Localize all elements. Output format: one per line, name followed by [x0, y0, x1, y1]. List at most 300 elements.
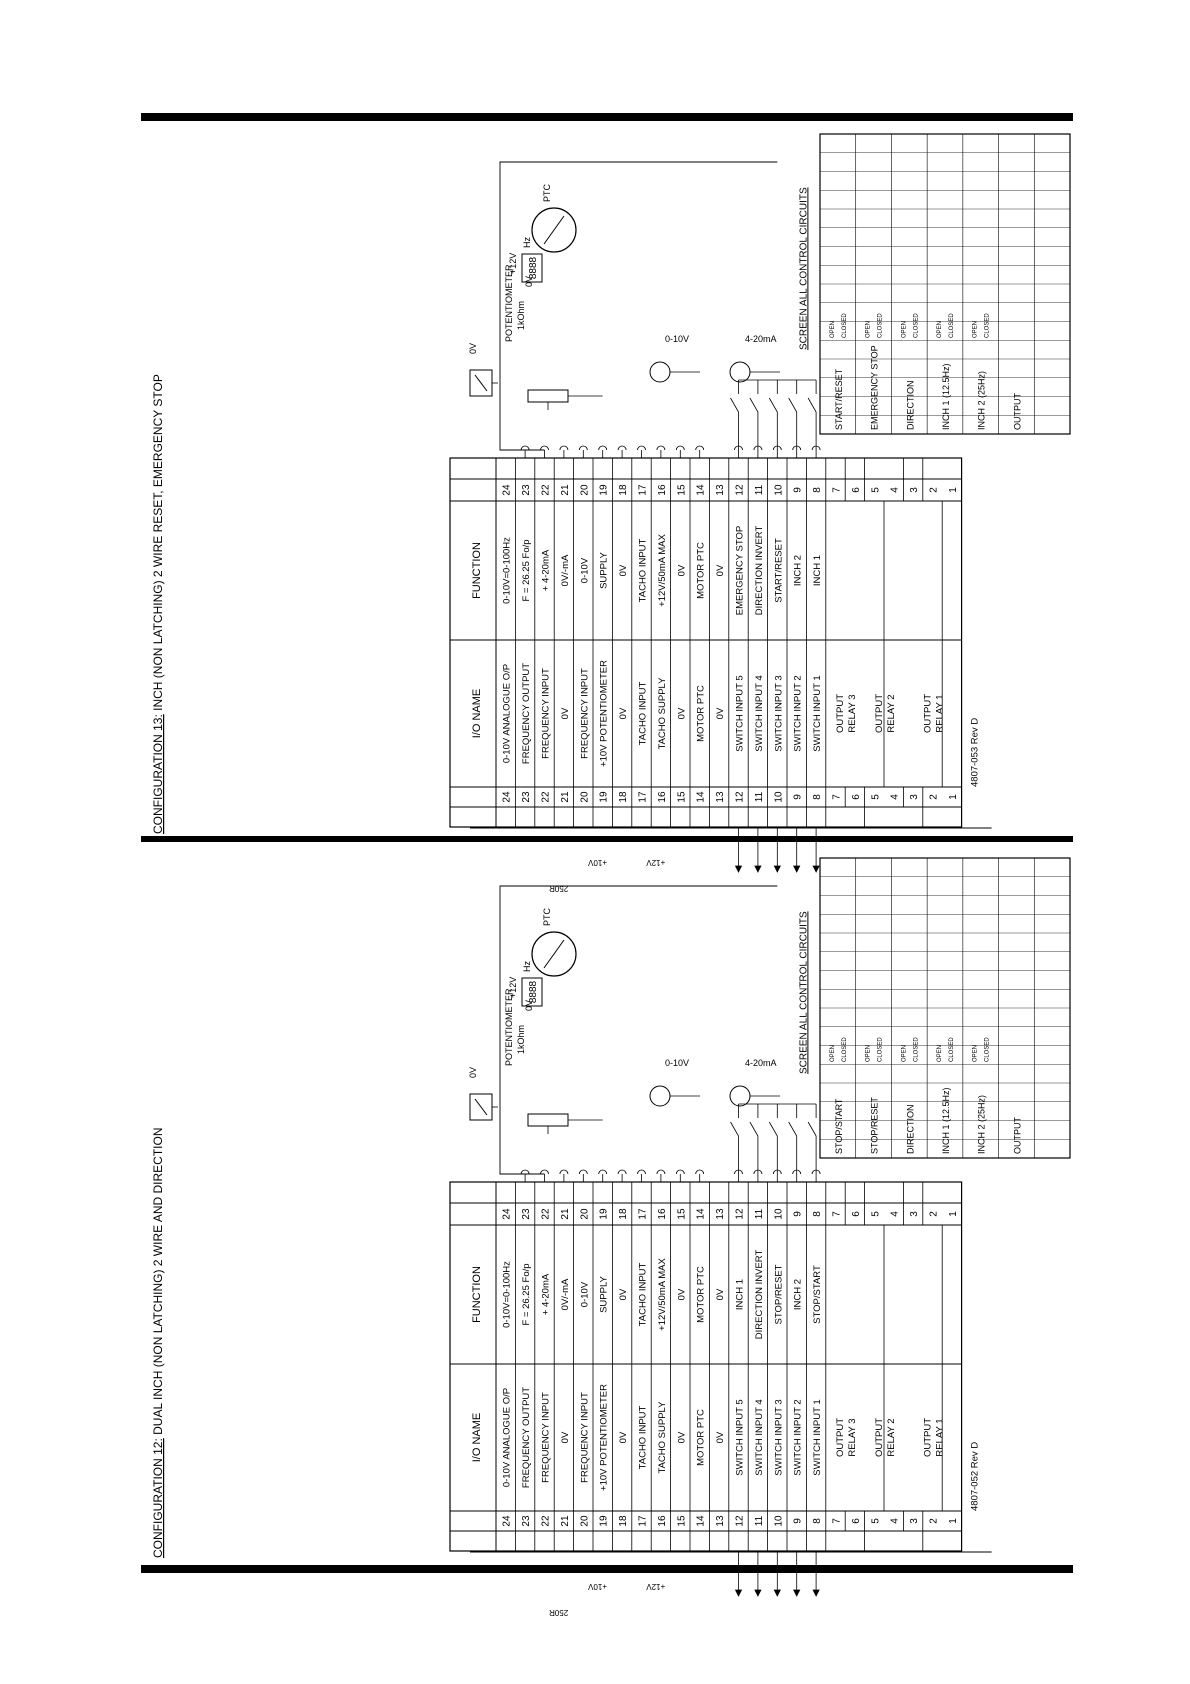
io-name-cell: FREQUENCY INPUT	[540, 1392, 552, 1483]
function-cell: 0V/-mA	[559, 1278, 571, 1311]
source-symbol	[650, 1086, 670, 1106]
terminal-number-left: 5	[870, 1518, 882, 1524]
function-cell: 0V	[618, 1288, 630, 1301]
config-title-rest: INCH (NON LATCHING) 2 WIRE RESET, EMERGENCY STOP	[151, 374, 165, 715]
terminal-number-right: 21	[559, 1208, 571, 1220]
terminal-number-left: 16	[656, 1515, 668, 1527]
terminal-number-left: 17	[637, 791, 649, 803]
terminal-number-right: 22	[540, 1208, 552, 1220]
relay-label-line1: OUTPUT	[835, 693, 847, 734]
ptc-diagonal	[544, 216, 564, 244]
terminal-number-right: 18	[618, 484, 630, 496]
terminal-number-right: 4	[889, 487, 901, 493]
function-cell: + 4-20mA	[540, 549, 552, 592]
terminal-number-left: 22	[540, 791, 552, 803]
plus-12v-label: +12V	[646, 1582, 666, 1591]
screen-note: SCREEN ALL CONTROL CIRCUITS	[798, 911, 810, 1074]
meter-needle	[475, 1099, 487, 1115]
source-range-label: 4-20mA	[745, 1058, 777, 1068]
terminal-number-left: 8	[812, 794, 824, 800]
io-name-cell: FREQUENCY OUTPUT	[521, 662, 533, 765]
terminal-number-left: 23	[521, 791, 533, 803]
function-cell: TACHO INPUT	[637, 538, 649, 603]
terminal-number-right: 17	[637, 1208, 649, 1220]
io-name-cell: TACHO INPUT	[637, 681, 649, 746]
terminal-screw	[579, 1170, 587, 1182]
terminal-number-left: 23	[521, 1515, 533, 1527]
io-name-cell: 0V	[618, 707, 630, 720]
relay-label-line2: RELAY 3	[847, 1418, 859, 1457]
sheet-svg	[140, 826, 1080, 1617]
drawing-number: 4807-053 Rev D	[969, 717, 981, 787]
terminal-number-left: 21	[559, 1515, 571, 1527]
function-cell: 0-10V=0-100Hz	[501, 1261, 513, 1328]
terminal-number-left: 22	[540, 1515, 552, 1527]
hz-display-digits: 8888	[528, 980, 539, 1004]
io-name-cell: SWITCH INPUT 5	[734, 1399, 746, 1476]
plus-10v-label: +10V	[588, 1582, 607, 1591]
terminal-number-right: 19	[598, 484, 610, 496]
config-title-rest: DUAL INCH (NON LATCHING) 2 WIRE AND DIRECTION	[151, 1127, 165, 1439]
io-name-cell: 0V	[715, 707, 727, 720]
terminal-number-left: 18	[618, 1515, 630, 1527]
terminal-number-left: 1	[947, 1518, 959, 1524]
terminal-number-right: 6	[850, 1211, 862, 1217]
pot-value-label: 1kOhm	[516, 300, 526, 330]
timing-open-label: OPEN	[937, 1044, 943, 1062]
terminal-screw	[657, 446, 665, 458]
timing-row-label: OUTPUT	[1012, 1117, 1023, 1154]
terminal-number-left: 12	[734, 1515, 746, 1527]
function-cell: INCH 2	[792, 554, 804, 587]
supply-0v-label: 0V	[524, 999, 534, 1011]
relay-label-line1: OUTPUT	[874, 693, 885, 734]
pot-value-label: 1kOhm	[516, 1024, 526, 1054]
function-cell: F = 26.25 Fo/p	[521, 1263, 533, 1326]
timing-closed-label: CLOSED	[841, 1037, 848, 1062]
terminal-number-left: 2	[928, 1518, 940, 1524]
config-title-prefix: CONFIGURATION 13:	[151, 714, 165, 834]
terminal-number-right: 20	[579, 484, 591, 496]
function-header: FUNCTION	[471, 1266, 483, 1323]
terminal-number-right: 6	[850, 487, 862, 493]
switch-contact	[750, 380, 758, 450]
switch-contact	[789, 1104, 797, 1174]
io-name-cell: SWITCH INPUT 2	[792, 1399, 804, 1476]
function-cell: INCH 1	[734, 1278, 746, 1311]
io-name-header: I/O NAME	[471, 688, 483, 739]
io-name-cell: 0V	[618, 1431, 630, 1444]
terminal-number-right: 17	[637, 484, 649, 496]
plus-10v-label: +10V	[588, 858, 607, 867]
supply-12v-label: +12V	[508, 976, 518, 998]
function-cell: MOTOR PTC	[695, 1266, 707, 1323]
terminal-number-right: 23	[521, 484, 533, 496]
terminal-number-right: 15	[676, 1208, 688, 1220]
function-cell: START/RESET	[773, 538, 785, 603]
terminal-number-left: 13	[715, 1515, 727, 1527]
terminal-number-left: 5	[870, 794, 882, 800]
terminal-number-left: 8	[812, 1518, 824, 1524]
timing-row-label: START/RESET	[833, 368, 844, 430]
timing-open-label: OPEN	[901, 1044, 908, 1062]
terminal-block-frame	[450, 1182, 962, 1551]
potentiometer-label: POTENTIOMETER	[504, 264, 514, 342]
terminal-number-right: 3	[909, 487, 921, 493]
io-name-cell: SWITCH INPUT 4	[753, 1399, 765, 1476]
meter-0v-label: 0V	[468, 342, 478, 354]
function-cell: 0-10V	[579, 1281, 591, 1308]
sheet-svg	[140, 102, 1080, 893]
terminal-number-right: 8	[812, 1211, 824, 1217]
terminal-number-left: 6	[850, 1518, 862, 1524]
io-name-cell: +10V POTENTIOMETER	[598, 1384, 610, 1491]
terminal-screw	[618, 1170, 626, 1182]
function-cell: 0V	[618, 564, 630, 577]
terminal-screw	[696, 1170, 704, 1182]
switch-contact	[731, 1104, 739, 1174]
relay-label-line2: RELAY 3	[847, 694, 859, 733]
terminal-number-right: 7	[831, 487, 843, 493]
function-cell: 0V	[676, 1288, 688, 1301]
input-arrow	[813, 1590, 819, 1596]
terminal-number-right: 24	[501, 484, 513, 496]
timing-open-label: OPEN	[972, 1044, 979, 1062]
function-cell: STOP/START	[812, 1265, 824, 1324]
resistor-250r-label: 250R	[549, 1608, 569, 1617]
terminal-number-right: 7	[831, 1211, 843, 1217]
terminal-number-left: 11	[753, 791, 765, 803]
switch-contact	[789, 380, 797, 450]
terminal-number-right: 2	[928, 487, 940, 493]
timing-closed-label: CLOSED	[984, 1037, 991, 1062]
function-cell: INCH 2	[792, 1278, 804, 1311]
timing-closed-label: CLOSED	[949, 313, 955, 338]
io-name-cell: FREQUENCY INPUT	[540, 668, 552, 759]
terminal-number-right: 19	[598, 1208, 610, 1220]
function-cell: 0V	[715, 1288, 727, 1301]
terminal-number-left: 15	[676, 1515, 688, 1527]
function-cell: TACHO INPUT	[637, 1262, 649, 1327]
timing-row-label: INCH 2 (25Hz)	[976, 370, 987, 430]
io-name-cell: TACHO SUPPLY	[656, 677, 668, 750]
terminal-number-left: 13	[715, 791, 727, 803]
terminal-screw	[541, 446, 549, 458]
terminal-screw	[560, 446, 568, 458]
terminal-number-right: 9	[792, 487, 804, 493]
switch-contact	[769, 380, 777, 450]
sheet-config-13	[140, 102, 1080, 893]
timing-open-label: OPEN	[937, 320, 943, 338]
function-cell: DIRECTION INVERT	[753, 1249, 765, 1340]
terminal-number-left: 6	[850, 794, 862, 800]
terminal-number-right: 9	[792, 1211, 804, 1217]
terminal-number-left: 3	[909, 1518, 921, 1524]
function-cell: 0V	[676, 564, 688, 577]
timing-closed-label: CLOSED	[913, 1037, 920, 1062]
io-name-cell: SWITCH INPUT 1	[812, 1399, 824, 1476]
io-name-cell: 0V	[559, 1431, 571, 1444]
timing-row-label: STOP/START	[833, 1098, 844, 1154]
resistor-250r-label: 250R	[549, 884, 569, 893]
terminal-number-right: 20	[579, 1208, 591, 1220]
potentiometer-body	[528, 390, 568, 402]
terminal-number-left: 16	[656, 791, 668, 803]
io-name-cell: SWITCH INPUT 5	[734, 675, 746, 752]
terminal-number-left: 20	[579, 791, 591, 803]
io-name-cell: +10V POTENTIOMETER	[598, 660, 610, 767]
input-arrow	[755, 1590, 761, 1596]
terminal-number-left: 11	[753, 1515, 765, 1527]
relay-label-line2: RELAY 2	[886, 1418, 897, 1457]
io-name-cell: SWITCH INPUT 1	[812, 675, 824, 752]
ptc-label: PTC	[542, 908, 552, 926]
terminal-number-right: 2	[928, 1211, 940, 1217]
terminal-number-left: 1	[947, 794, 959, 800]
input-arrow	[736, 1590, 742, 1596]
io-name-header: I/O NAME	[471, 1412, 483, 1463]
relay-label-line1: OUTPUT	[922, 1417, 934, 1458]
terminal-screw	[599, 446, 607, 458]
timing-open-label: OPEN	[865, 320, 872, 338]
terminal-screw	[618, 446, 626, 458]
function-cell: STOP/RESET	[773, 1264, 785, 1325]
io-name-cell: 0V	[715, 1431, 727, 1444]
function-cell: DIRECTION INVERT	[753, 525, 765, 616]
function-cell: +12V/50mA MAX	[656, 1258, 668, 1331]
timing-row-label: STOP/RESET	[869, 1097, 880, 1154]
config-title	[151, 1128, 165, 1558]
terminal-screw	[676, 446, 684, 458]
terminal-screw	[599, 1170, 607, 1182]
input-arrow	[774, 1590, 780, 1596]
terminal-number-left: 2	[928, 794, 940, 800]
relay-label-line2: RELAY 1	[934, 1418, 946, 1457]
terminal-number-left: 14	[695, 1515, 707, 1527]
timing-open-label: OPEN	[829, 1044, 836, 1062]
drawing-number: 4807-052 Rev D	[969, 1441, 981, 1511]
terminal-number-left: 17	[637, 1515, 649, 1527]
io-name-cell: MOTOR PTC	[695, 1409, 707, 1466]
terminal-number-left: 14	[695, 791, 707, 803]
source-range-label: 4-20mA	[745, 334, 777, 344]
bottom-rule	[141, 1565, 1073, 1573]
terminal-screw	[676, 1170, 684, 1182]
io-name-cell: 0V	[676, 707, 688, 720]
terminal-block-frame	[450, 458, 962, 827]
timing-row-label: INCH 1 (12.5Hz)	[941, 363, 951, 430]
ptc-label: PTC	[542, 184, 552, 202]
terminal-number-right: 16	[656, 1208, 668, 1220]
terminal-number-right: 15	[676, 484, 688, 496]
source-symbol	[730, 362, 750, 382]
terminal-number-right: 1	[947, 487, 959, 493]
relay-label-line1: OUTPUT	[835, 1417, 847, 1458]
function-cell: F = 26.25 Fo/p	[521, 539, 533, 602]
terminal-number-left: 19	[598, 791, 610, 803]
config-title-prefix: CONFIGURATION 12:	[151, 1438, 165, 1558]
switch-contact	[808, 380, 816, 450]
terminal-number-right: 21	[559, 484, 571, 496]
io-name-cell: SWITCH INPUT 3	[773, 675, 785, 752]
io-name-cell: 0-10V ANALOGUE O/P	[501, 1387, 513, 1488]
terminal-number-right: 18	[618, 1208, 630, 1220]
io-name-cell: TACHO INPUT	[637, 1405, 649, 1470]
function-cell: 0-10V	[579, 557, 591, 584]
source-range-label: 0-10V	[665, 1058, 690, 1068]
terminal-number-left: 9	[792, 794, 804, 800]
switch-contact	[808, 1104, 816, 1174]
terminal-number-left: 10	[773, 1515, 785, 1527]
function-cell: INCH 1	[812, 554, 824, 587]
timing-closed-label: CLOSED	[984, 313, 991, 338]
function-cell: +12V/50mA MAX	[656, 534, 668, 607]
config-title	[151, 374, 165, 834]
io-name-cell: 0V	[559, 707, 571, 720]
terminal-number-left: 12	[734, 791, 746, 803]
terminal-number-right: 24	[501, 1208, 513, 1220]
terminal-number-right: 4	[889, 1211, 901, 1217]
terminal-number-right: 5	[870, 1211, 882, 1217]
terminal-number-right: 1	[947, 1211, 959, 1217]
terminal-number-right: 8	[812, 487, 824, 493]
terminal-screw	[521, 446, 529, 458]
function-cell: 0V	[715, 564, 727, 577]
terminal-number-left: 24	[501, 1515, 513, 1527]
io-name-cell: MOTOR PTC	[695, 685, 707, 742]
hz-label: Hz	[522, 237, 532, 248]
terminal-number-left: 7	[831, 1518, 843, 1524]
terminal-number-left: 4	[889, 794, 901, 800]
terminal-screw	[657, 1170, 665, 1182]
io-name-cell: 0V	[676, 1431, 688, 1444]
timing-row-label: OUTPUT	[1012, 393, 1023, 430]
source-symbol	[730, 1086, 750, 1106]
terminal-number-left: 4	[889, 1518, 901, 1524]
terminal-number-right: 14	[695, 1208, 707, 1220]
timing-row-label: DIRECTION	[905, 1104, 916, 1154]
terminal-number-left: 21	[559, 791, 571, 803]
terminal-number-right: 3	[909, 1211, 921, 1217]
terminal-number-left: 20	[579, 1515, 591, 1527]
terminal-number-right: 10	[773, 1208, 785, 1220]
timing-closed-label: CLOSED	[913, 313, 920, 338]
function-cell: 0V/-mA	[559, 554, 571, 587]
terminal-number-left: 3	[909, 794, 921, 800]
terminal-screw	[560, 1170, 568, 1182]
timing-closed-label: CLOSED	[877, 313, 884, 338]
terminal-number-right: 5	[870, 487, 882, 493]
function-cell: + 4-20mA	[540, 1273, 552, 1316]
io-name-cell: 0-10V ANALOGUE O/P	[501, 663, 513, 764]
supply-0v-label: 0V	[524, 275, 534, 287]
io-name-cell: FREQUENCY INPUT	[579, 1392, 591, 1483]
relay-label-line2: RELAY 2	[886, 694, 897, 733]
terminal-number-right: 23	[521, 1208, 533, 1220]
terminal-screw	[696, 446, 704, 458]
terminal-number-right: 11	[753, 484, 765, 496]
timing-row-label: EMERGENCY STOP	[869, 345, 880, 430]
terminal-number-right: 22	[540, 484, 552, 496]
function-cell: MOTOR PTC	[695, 542, 707, 599]
timing-closed-label: CLOSED	[949, 1037, 955, 1062]
supply-12v-label: +12V	[508, 252, 518, 274]
timing-row-label: INCH 2 (25Hz)	[976, 1094, 987, 1154]
meter-needle	[475, 375, 487, 391]
terminal-screw	[579, 446, 587, 458]
function-cell: SUPPLY	[598, 552, 610, 589]
sheet-config-12	[140, 826, 1080, 1617]
switch-contact	[731, 380, 739, 450]
io-name-cell: SWITCH INPUT 4	[753, 675, 765, 752]
io-name-cell: TACHO SUPPLY	[656, 1401, 668, 1474]
terminal-number-right: 12	[734, 484, 746, 496]
terminal-number-left: 24	[501, 791, 513, 803]
io-name-cell: SWITCH INPUT 3	[773, 1399, 785, 1476]
terminal-number-right: 11	[753, 1208, 765, 1220]
timing-row-label: DIRECTION	[905, 380, 916, 430]
screen-note: SCREEN ALL CONTROL CIRCUITS	[798, 187, 810, 350]
plus-12v-label: +12V	[646, 858, 666, 867]
meter-0v-label: 0V	[468, 1066, 478, 1078]
source-range-label: 0-10V	[665, 334, 690, 344]
relay-label-line1: OUTPUT	[874, 1417, 885, 1458]
timing-closed-label: CLOSED	[877, 1037, 884, 1062]
terminal-number-right: 10	[773, 484, 785, 496]
function-cell: EMERGENCY STOP	[734, 525, 746, 616]
timing-open-label: OPEN	[865, 1044, 872, 1062]
function-cell: SUPPLY	[598, 1276, 610, 1313]
switch-contact	[750, 1104, 758, 1174]
io-name-cell: SWITCH INPUT 2	[792, 675, 804, 752]
terminal-number-left: 10	[773, 791, 785, 803]
terminal-number-right: 16	[656, 484, 668, 496]
terminal-number-right: 13	[715, 1208, 727, 1220]
relay-label-line1: OUTPUT	[922, 693, 934, 734]
timing-closed-label: CLOSED	[841, 313, 848, 338]
terminal-number-left: 9	[792, 1518, 804, 1524]
function-cell: 0-10V=0-100Hz	[501, 537, 513, 604]
timing-open-label: OPEN	[829, 320, 836, 338]
terminal-screw	[521, 1170, 529, 1182]
terminal-number-right: 13	[715, 484, 727, 496]
timing-open-label: OPEN	[972, 320, 979, 338]
timing-open-label: OPEN	[901, 320, 908, 338]
potentiometer-body	[528, 1114, 568, 1126]
timing-row-label: INCH 1 (12.5Hz)	[941, 1087, 951, 1154]
io-name-cell: FREQUENCY INPUT	[579, 668, 591, 759]
function-header: FUNCTION	[471, 542, 483, 599]
hz-display-digits: 8888	[528, 256, 539, 280]
terminal-screw	[638, 446, 646, 458]
terminal-number-right: 14	[695, 484, 707, 496]
input-arrow	[794, 1590, 800, 1596]
io-name-cell: FREQUENCY OUTPUT	[521, 1386, 533, 1489]
terminal-number-left: 7	[831, 794, 843, 800]
hz-label: Hz	[522, 961, 532, 972]
relay-label-line2: RELAY 1	[934, 694, 946, 733]
ptc-diagonal	[544, 940, 564, 968]
terminal-screw	[638, 1170, 646, 1182]
terminal-number-right: 12	[734, 1208, 746, 1220]
source-symbol	[650, 362, 670, 382]
potentiometer-label: POTENTIOMETER	[504, 988, 514, 1066]
terminal-number-left: 15	[676, 791, 688, 803]
terminal-screw	[541, 1170, 549, 1182]
terminal-number-left: 19	[598, 1515, 610, 1527]
switch-contact	[769, 1104, 777, 1174]
terminal-number-left: 18	[618, 791, 630, 803]
